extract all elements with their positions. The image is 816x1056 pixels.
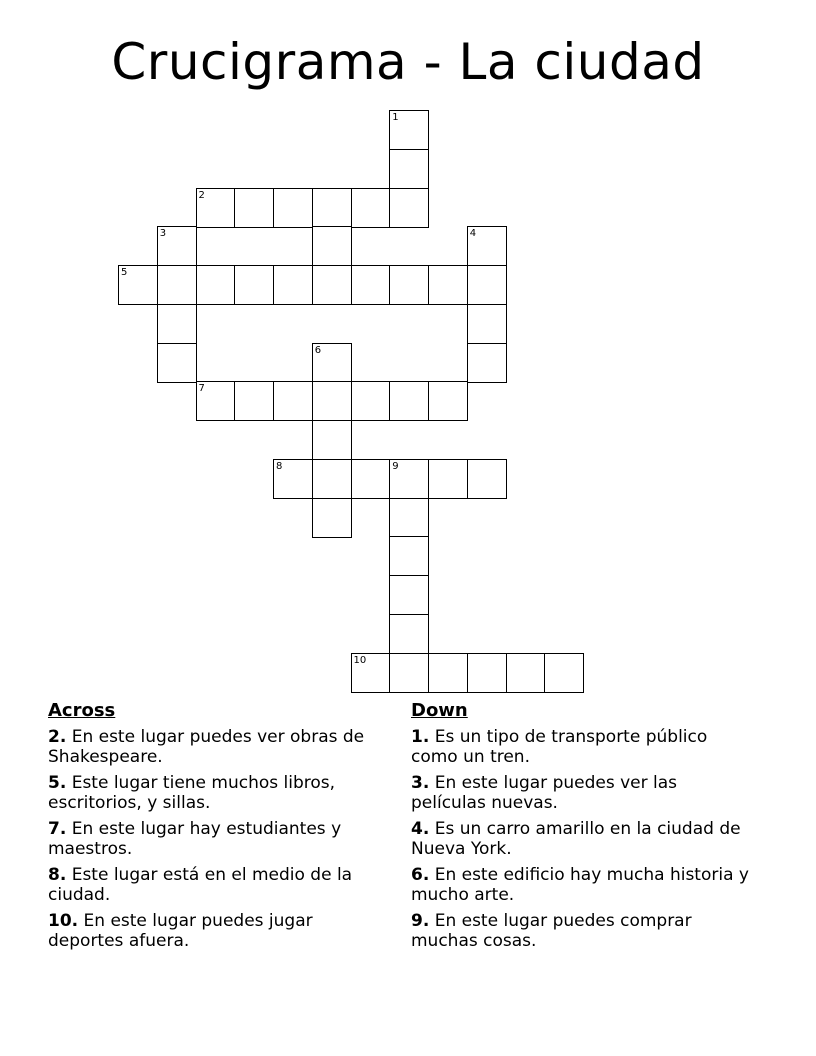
- clue-number: 9.: [411, 911, 430, 931]
- crossword-cell[interactable]: [389, 381, 429, 421]
- crossword-cell[interactable]: [196, 381, 236, 421]
- across-clue-8: [48, 865, 378, 905]
- page-title: Crucigrama - La ciudad: [111, 33, 705, 91]
- crossword-cell[interactable]: [467, 226, 507, 266]
- crossword-cell[interactable]: [312, 498, 352, 538]
- crossword-cell[interactable]: [428, 265, 468, 305]
- crossword-cell[interactable]: [351, 188, 391, 228]
- crossword-cell[interactable]: [157, 226, 197, 266]
- crossword-cell[interactable]: [234, 265, 274, 305]
- crossword-cell[interactable]: [273, 188, 313, 228]
- crossword-cell[interactable]: [428, 459, 468, 499]
- crossword-cell[interactable]: [312, 381, 352, 421]
- crossword-cell[interactable]: [312, 188, 352, 228]
- down-clue-6: [411, 865, 756, 905]
- clue-text: En este lugar hay estudiantes y maestros.: [48, 819, 342, 859]
- crossword-cell[interactable]: [273, 459, 313, 499]
- crossword-cell[interactable]: [467, 265, 507, 305]
- across-clue-2: [48, 727, 378, 767]
- cell-number: 1: [392, 112, 399, 123]
- crossword-cell[interactable]: [428, 381, 468, 421]
- clue-text: En este lugar puedes comprar muchas cosas.: [411, 911, 692, 951]
- clue-number: 5.: [48, 773, 67, 793]
- across-clue-5: [48, 773, 378, 813]
- cell-number: 10: [353, 654, 367, 666]
- clue-number: 10.: [48, 911, 79, 931]
- crossword-cell[interactable]: [196, 188, 236, 228]
- crossword-cell[interactable]: [273, 381, 313, 421]
- crossword-cell[interactable]: [157, 343, 197, 383]
- cell-number: 3: [159, 228, 167, 240]
- crossword-cell[interactable]: [389, 149, 429, 189]
- crossword-cell[interactable]: [351, 265, 391, 305]
- crossword-cell[interactable]: [389, 459, 429, 499]
- crossword-cell[interactable]: [234, 188, 274, 228]
- crossword-cell[interactable]: [389, 498, 429, 538]
- clue-text: En este edificio hay mucha historia y mucho arte.: [411, 865, 749, 905]
- cell-number: 8: [276, 460, 283, 472]
- crossword-cell[interactable]: [273, 265, 313, 305]
- cell-number: 5: [121, 267, 128, 278]
- crossword-cell[interactable]: [544, 653, 584, 693]
- clue-text: Es un tipo de transporte público como un tren.: [411, 727, 708, 767]
- clue-text: Es un carro amarillo en la ciudad de Nueva York.: [411, 819, 741, 859]
- across-clue-10: [48, 911, 378, 951]
- cell-number: 6: [314, 344, 322, 356]
- crossword-cell[interactable]: [389, 614, 429, 654]
- crossword-cell[interactable]: [312, 226, 352, 266]
- crossword-cell[interactable]: [389, 188, 429, 228]
- cell-number: 7: [198, 383, 205, 395]
- crossword-cell[interactable]: [389, 265, 429, 305]
- crossword-cell[interactable]: [312, 343, 352, 383]
- crossword-cell[interactable]: [351, 653, 391, 693]
- crossword-cell[interactable]: [467, 653, 507, 693]
- down-clue-3: [411, 773, 756, 813]
- cell-number: 9: [392, 460, 399, 472]
- across-clues: [48, 700, 378, 957]
- clue-number: 6.: [411, 865, 430, 885]
- across-clue-7: [48, 819, 378, 859]
- crossword-cell[interactable]: [389, 110, 429, 150]
- crossword-cell[interactable]: [467, 304, 507, 344]
- clue-text: En este lugar puedes jugar deportes afuera.: [48, 911, 313, 951]
- down-heading: Down: [411, 700, 468, 721]
- crossword-cell[interactable]: [351, 381, 391, 421]
- crossword-cell[interactable]: [118, 265, 158, 305]
- crossword-cell[interactable]: [312, 420, 352, 460]
- down-clue-9: [411, 911, 756, 951]
- crossword-cell[interactable]: [234, 381, 274, 421]
- crossword-cell[interactable]: [312, 265, 352, 305]
- clue-text: Este lugar está en el medio de la ciudad.: [48, 865, 353, 905]
- crossword-cell[interactable]: [157, 304, 197, 344]
- clue-number: 4.: [411, 819, 430, 839]
- cell-number: 2: [198, 189, 205, 201]
- across-heading: Across: [48, 700, 116, 721]
- crossword-cell[interactable]: [467, 343, 507, 383]
- clue-number: 8.: [48, 865, 67, 885]
- clue-text: En este lugar puedes ver las películas nuevas.: [411, 773, 678, 813]
- crossword-cell[interactable]: [389, 653, 429, 693]
- clue-number: 2.: [48, 727, 67, 747]
- clue-number: 7.: [48, 819, 67, 839]
- crossword-cell[interactable]: [389, 536, 429, 576]
- crossword-cell[interactable]: [428, 653, 468, 693]
- crossword-cell[interactable]: [157, 265, 197, 305]
- down-clues: [411, 700, 756, 957]
- crossword-cell[interactable]: [389, 575, 429, 615]
- crossword-cell[interactable]: [506, 653, 546, 693]
- clue-number: 1.: [411, 727, 430, 747]
- clue-number: 3.: [411, 773, 430, 793]
- crossword-cell[interactable]: [312, 459, 352, 499]
- crossword-cell[interactable]: [351, 459, 391, 499]
- clue-text: Este lugar tiene muchos libros, escritorios, y sillas.: [48, 773, 336, 813]
- cell-number: 4: [469, 228, 477, 240]
- clue-text: En este lugar puedes ver obras de Shakespeare.: [48, 727, 365, 767]
- crossword-cell[interactable]: [196, 265, 236, 305]
- down-clue-1: [411, 727, 756, 767]
- down-clue-4: [411, 819, 756, 859]
- crossword-cell[interactable]: [467, 459, 507, 499]
